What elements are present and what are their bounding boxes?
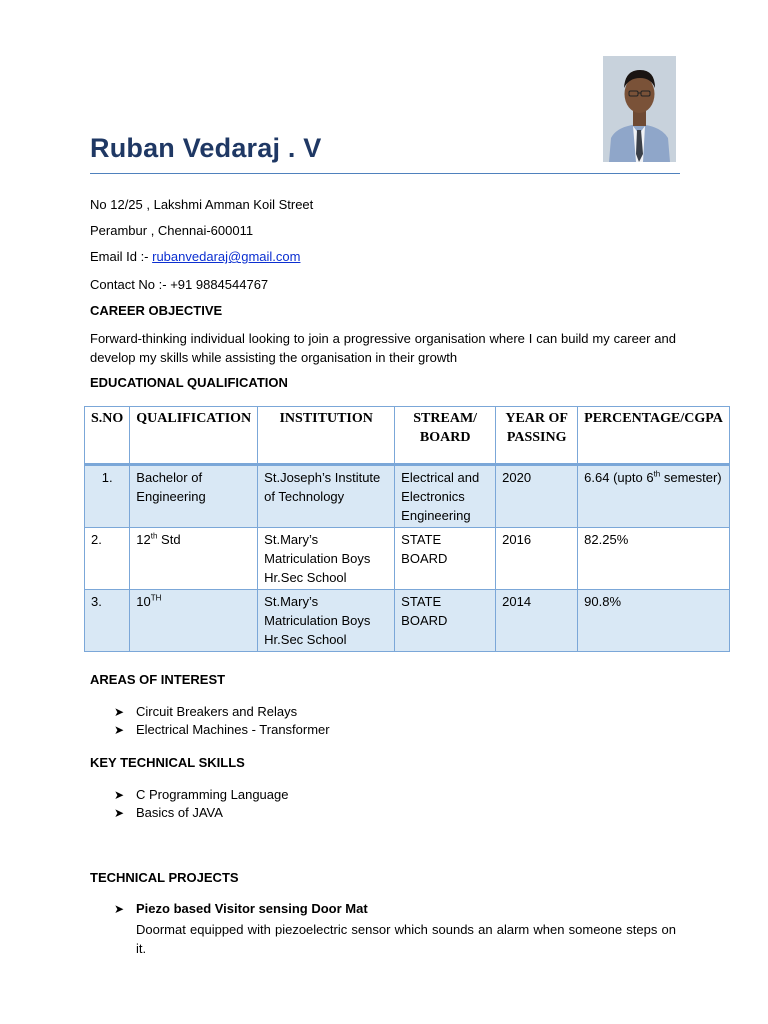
career-objective-text: Forward-thinking individual looking to join a progressive organisation where I can build my career and develop my skills while assisting the organisation in their growth bbox=[90, 331, 676, 365]
column-header: PERCENTAGE/CGPA bbox=[578, 407, 730, 465]
table-row bbox=[85, 528, 730, 590]
address-line-1: No 12/25 , Lakshmi Amman Koil Street bbox=[90, 197, 314, 212]
column-header: YEAR OF PASSING bbox=[496, 407, 578, 465]
score-cell: 82.25% bbox=[578, 528, 730, 590]
project-description: Doormat equipped with piezoelectric sensor which sounds an alarm when someone steps on it. bbox=[136, 922, 676, 956]
candidate-name: Ruban Vedaraj . V bbox=[90, 133, 322, 163]
institution-cell: St.Joseph’s Institute of Technology bbox=[258, 465, 395, 528]
year-cell: 2016 bbox=[496, 528, 578, 590]
sno-cell: 1. bbox=[85, 465, 130, 528]
stream-cell: Electrical and Electronics Engineering bbox=[395, 465, 496, 528]
arrowhead-bullet-icon: ➤ bbox=[114, 902, 125, 916]
qualification-text-suffix: Std bbox=[157, 532, 181, 547]
institution-cell: St.Mary’s Matriculation Boys Hr.Sec School bbox=[258, 590, 395, 652]
email-line bbox=[90, 249, 300, 264]
list-item bbox=[114, 805, 223, 820]
arrowhead-bullet-icon: ➤ bbox=[114, 723, 125, 737]
score-text-suffix: semester) bbox=[660, 470, 722, 485]
score-superscript: th bbox=[653, 469, 661, 479]
list-item-text: Circuit Breakers and Relays bbox=[136, 704, 298, 719]
qualification-text: 10 bbox=[136, 594, 151, 609]
sno-cell: 3. bbox=[85, 590, 130, 652]
address-line-2: Perambur , Chennai-600011 bbox=[90, 223, 254, 238]
education-heading: EDUCATIONAL QUALIFICATION bbox=[90, 375, 288, 390]
qualification-text: 12 bbox=[136, 532, 151, 547]
email-link[interactable]: rubanvedaraj@gmail.com bbox=[152, 249, 301, 264]
sno-cell: 2. bbox=[85, 528, 130, 590]
table-row bbox=[85, 465, 730, 528]
list-item bbox=[114, 787, 288, 802]
score-cell bbox=[578, 465, 730, 528]
key-technical-skills-heading: KEY TECHNICAL SKILLS bbox=[90, 755, 245, 770]
column-header: S.NO bbox=[85, 407, 130, 465]
qualification-superscript: th bbox=[150, 531, 158, 541]
profile-photo bbox=[603, 56, 676, 162]
list-item bbox=[114, 704, 297, 719]
column-header: STREAM/ BOARD bbox=[395, 407, 496, 465]
stream-cell: STATE BOARD bbox=[395, 590, 496, 652]
year-cell: 2014 bbox=[496, 590, 578, 652]
list-item-text: Basics of JAVA bbox=[136, 805, 223, 820]
qualification-superscript: TH bbox=[150, 593, 162, 603]
qualification-cell: Bachelor of Engineering bbox=[130, 465, 258, 528]
institution-cell: St.Mary’s Matriculation Boys Hr.Sec School bbox=[258, 528, 395, 590]
column-header: INSTITUTION bbox=[258, 407, 395, 465]
project-title: Piezo based Visitor sensing Door Mat bbox=[136, 901, 368, 916]
contact-line: Contact No :- +91 9884544767 bbox=[90, 277, 269, 292]
list-item-text: C Programming Language bbox=[136, 787, 289, 802]
table-header-row bbox=[85, 407, 730, 465]
column-header: QUALIFICATION bbox=[130, 407, 258, 465]
arrowhead-bullet-icon: ➤ bbox=[114, 806, 125, 820]
list-item bbox=[114, 722, 330, 737]
areas-of-interest-heading: AREAS OF INTEREST bbox=[90, 672, 226, 687]
header-divider bbox=[90, 173, 680, 174]
stream-cell: STATE BOARD bbox=[395, 528, 496, 590]
score-cell: 90.8% bbox=[578, 590, 730, 652]
table-row bbox=[85, 590, 730, 652]
career-objective-heading: CAREER OBJECTIVE bbox=[90, 303, 223, 318]
list-item-text: Electrical Machines - Transformer bbox=[136, 722, 330, 737]
project-item bbox=[114, 901, 368, 916]
qualification-cell bbox=[130, 528, 258, 590]
year-cell: 2020 bbox=[496, 465, 578, 528]
arrowhead-bullet-icon: ➤ bbox=[114, 705, 125, 719]
technical-projects-heading: TECHNICAL PROJECTS bbox=[90, 870, 239, 885]
email-label: Email Id :- bbox=[90, 249, 153, 264]
qualification-cell bbox=[130, 590, 258, 652]
score-text: 6.64 (upto 6 bbox=[584, 470, 654, 485]
arrowhead-bullet-icon: ➤ bbox=[114, 788, 125, 802]
education-table bbox=[84, 406, 730, 652]
